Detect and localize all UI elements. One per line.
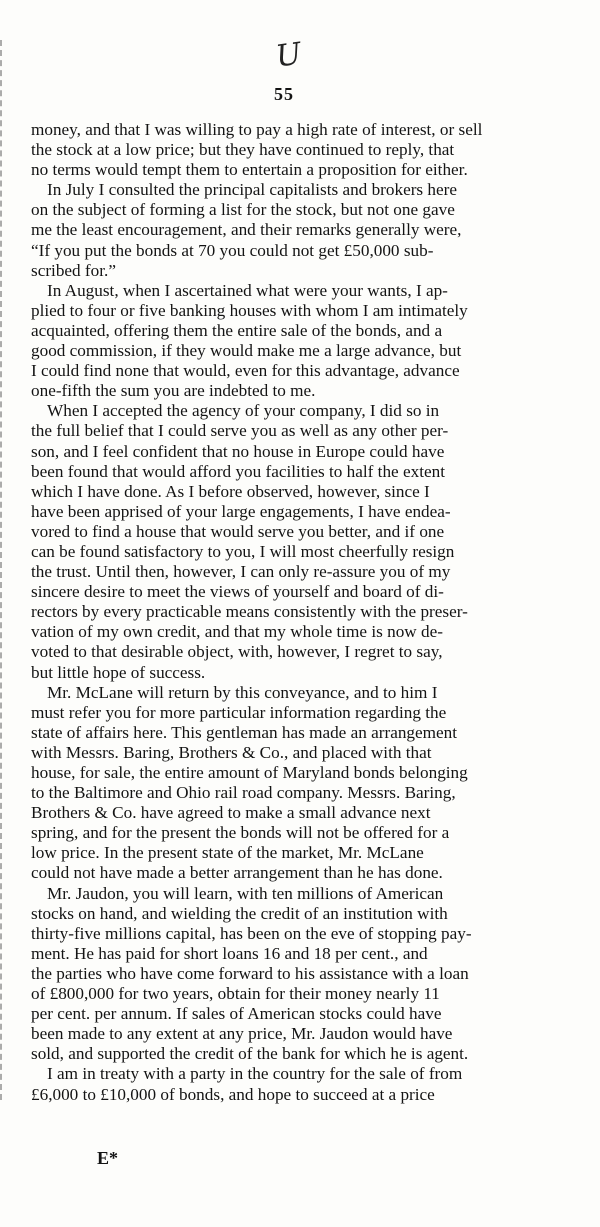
text-line: In July I consulted the principal capitalists and brokers here <box>47 180 457 200</box>
text-line: me the least encouragement, and their remarks generally were, <box>31 220 462 240</box>
text-line: can be found satisfactory to you, I will most cheerfully resign <box>31 541 455 561</box>
text-line: vation of my own credit, and that my whole time is now de- <box>31 622 443 642</box>
text-line: could not have made a better arrangement than he has done. <box>31 863 443 883</box>
signature-mark: E* <box>97 1148 119 1168</box>
binding-edge <box>0 40 6 1100</box>
text-line: no terms would tempt them to entertain a proposition for either. <box>31 160 468 180</box>
text-line: the full belief that I could serve you as well as any other per- <box>31 421 449 441</box>
text-line: sold, and supported the credit of the bank for which he is agent. <box>31 1044 469 1064</box>
text-line: acquainted, offering them the entire sale of the bonds, and a <box>31 320 443 340</box>
text-line: to the Baltimore and Ohio rail road company. Messrs. Baring, <box>31 783 456 803</box>
text-line: house, for sale, the entire amount of Maryland bonds belonging <box>31 763 468 782</box>
text-line: scribed for.” <box>31 260 116 280</box>
text-line: I could find none that would, even for this advantage, advance <box>31 361 460 381</box>
text-line: vored to find a house that would serve you better, and if one <box>31 521 445 541</box>
text-line: Mr. McLane will return by this conveyance, and to him I <box>47 682 438 702</box>
text-line: low price. In the present state of the market, Mr. McLane <box>31 843 424 863</box>
text-line: with Messrs. Baring, Brothers & Co., and placed with that <box>31 742 432 762</box>
text-line: rectors by every practicable means consistently with the preser- <box>31 602 468 622</box>
text-line: on the subject of forming a list for the stock, but not one gave <box>31 200 455 220</box>
text-line: been made to any extent at any price, Mr. Jaudon would have <box>31 1024 453 1044</box>
text-line: When I accepted the agency of your company, I did so in <box>47 401 440 421</box>
text-line: £6,000 to £10,000 of bonds, and hope to succeed at a price <box>31 1084 435 1104</box>
text-line: but little hope of success. <box>31 662 206 682</box>
text-line: which I have done. As I before observed, however, since I <box>31 481 430 501</box>
text-line: money, and that I was willing to pay a high rate of interest, or sell <box>31 120 483 139</box>
text-line: one-fifth the sum you are indebted to me. <box>31 381 316 401</box>
text-line: thirty-five millions capital, has been on the eve of stopping pay- <box>31 923 472 943</box>
text-line: of £800,000 for two years, obtain for their money nearly 11 <box>31 984 440 1004</box>
text-line: must refer you for more particular information regarding the <box>31 702 447 722</box>
text-line: voted to that desirable object, with, however, I regret to say, <box>31 642 443 662</box>
text-line: the parties who have come forward to his assistance with a loan <box>31 963 469 983</box>
text-line: Brothers & Co. have agreed to make a small advance next <box>31 803 431 823</box>
text-line: been found that would afford you facilities to half the extent <box>31 461 445 481</box>
page-number: 55 <box>274 84 294 104</box>
text-line: the trust. Until then, however, I can only re-assure you of my <box>31 562 451 582</box>
handwritten-mark: U <box>273 36 304 75</box>
text-line: In August, when I ascertained what were your wants, I ap- <box>47 280 448 300</box>
text-line: Mr. Jaudon, you will learn, with ten millions of American <box>47 883 444 903</box>
text-line: I am in treaty with a party in the country for the sale of from <box>47 1064 463 1084</box>
text-line: have been apprised of your large engagements, I have endea- <box>31 501 451 521</box>
text-line: stocks on hand, and wielding the credit of an institution with <box>31 903 448 923</box>
text-line: ment. He has paid for short loans 16 and 18 per cent., and <box>31 943 428 963</box>
text-line: state of affairs here. This gentleman has made an arrangement <box>31 722 458 742</box>
text-line: “If you put the bonds at 70 you could not get £50,000 sub- <box>31 240 434 260</box>
text-line: good commission, if they would make me a large advance, but <box>31 341 462 361</box>
text-line: plied to four or five banking houses with whom I am intimately <box>31 300 468 320</box>
text-line: sincere desire to meet the views of yourself and board of di- <box>31 582 444 602</box>
text-line: spring, and for the present the bonds will not be offered for a <box>31 823 450 843</box>
text-line: the stock at a low price; but they have continued to reply, that <box>31 140 455 160</box>
text-line: per cent. per annum. If sales of American stocks could have <box>31 1004 442 1024</box>
text-line: son, and I feel confident that no house in Europe could have <box>31 441 445 461</box>
body-text <box>31 120 559 1105</box>
